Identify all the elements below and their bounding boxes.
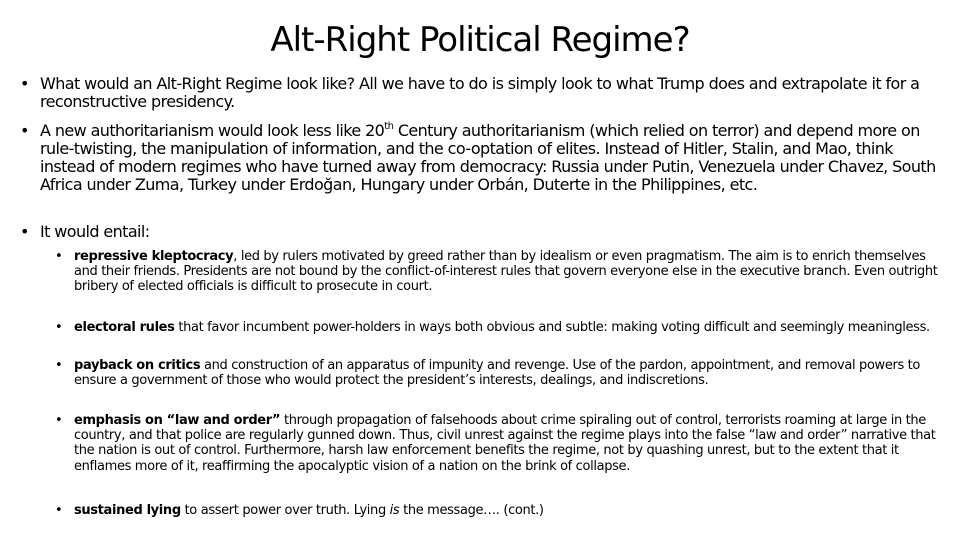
subbullet-text: electoral rules that favor incumbent power-holders in ways both obvious and subtle: making voting difficult and seemingly meaningless. xyxy=(74,320,930,335)
bullet-item xyxy=(20,122,950,194)
bullet-marker: • xyxy=(55,413,63,428)
subbullet-item xyxy=(55,249,945,295)
subbullet-item xyxy=(55,503,945,518)
bullet-marker: • xyxy=(20,74,29,93)
bullet-marker: • xyxy=(55,249,63,264)
bullet-marker: • xyxy=(20,222,29,241)
bullet-text: What would an Alt-Right Regime look like? All we have to do is simply look to what Trump does and extrapolate it for a reconstructive presidency. xyxy=(40,74,920,111)
bullet-marker: • xyxy=(55,358,63,373)
bullet-marker: • xyxy=(55,503,63,518)
subbullet-item xyxy=(55,358,945,388)
bullet-marker: • xyxy=(55,320,63,335)
subbullet-text: emphasis on “law and order” through propagation of falsehoods about crime spiraling out of control, terrorists roaming at large in the country, and that police are regularly gunned down. Thus, civil unrest against the regime plays into the false “law and order” narrative that the nation is out of control. Furthermore, harsh law enforcement benefits the regime, not by quashing unrest, but to the extent that it enflames more of it, reaffirming the apocalyptic vision of a nation on the brink of collapse. xyxy=(74,413,936,474)
subbullet-item xyxy=(55,320,945,335)
subbullet-text: sustained lying to assert power over truth. Lying is the message…. (cont.) xyxy=(74,503,544,518)
bullet-text: A new authoritarianism would look less like 20th Century authoritarianism (which relied on terror) and depend more on rule-twisting, the manipulation of information, and the co-optation of elites. Instead of Hitler, Stalin, and Mao, think instead of modern regimes who have turned away from democracy: Russia under Putin, Venezuela under Chavez, South Africa under Zuma, Turkey under Erdoğan, Hungary under Orbán, Duterte in the Philippines, etc. xyxy=(40,120,936,194)
subbullet-text: repressive kleptocracy, led by rulers motivated by greed rather than by idealism or even pragmatism. The aim is to enrich themselves and their friends. Presidents are not bound by the conflict-of-interest rules that govern everyone else in the executive branch. Even outright bribery of elected officials is difficult to prosecute in court. xyxy=(74,249,938,295)
slide-title: Alt-Right Political Regime? xyxy=(270,20,690,60)
bullet-item xyxy=(20,223,950,241)
bullet-marker: • xyxy=(20,121,29,140)
bullet-text: It would entail: xyxy=(40,222,150,241)
bullet-item xyxy=(20,75,950,111)
subbullet-item xyxy=(55,413,945,474)
subbullet-text: payback on critics and construction of an apparatus of impunity and revenge. Use of the pardon, appointment, and removal powers to ensure a government of those who would protect the president’s interests, dealings, and indiscretions. xyxy=(74,358,921,389)
